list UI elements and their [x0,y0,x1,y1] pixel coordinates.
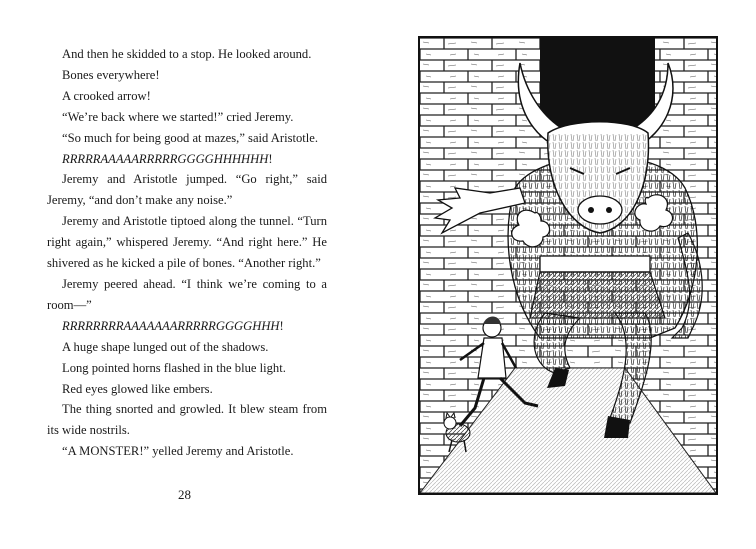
book-page-text [47,44,327,462]
dark-passage [540,38,655,133]
minotaur-illustration [418,36,718,495]
paragraph: And then he skidded to a stop. He looked around. [62,47,312,61]
paragraph: Long pointed horns flashed in the blue light. [62,360,286,375]
paragraph: “We’re back where we started!” cried Jeremy. [62,109,294,124]
paragraph: Bones everywhere! [62,67,160,82]
paragraph: Jeremy and Aristotle jumped. “Go right,” said Jeremy, “and don’t make any noise.” [47,172,327,208]
roar-sound: RRRRRAAAAARRRRRGGGGHHHHHH [62,151,269,166]
roar-punctuation: ! [268,151,273,166]
monster-belt [540,256,650,272]
roar-sound: RRRRRRRRAAAAAAARRRRRGGGGHHH [62,318,280,333]
monster-kilt [530,272,665,318]
paragraph: A crooked arrow! [62,88,151,103]
paragraph: “A MONSTER!” yelled Jeremy and Aristotle. [62,444,294,459]
roar-paragraph [47,316,327,337]
page-number: 28 [178,487,191,502]
monster-snout [578,196,622,224]
roar-paragraph [47,149,327,170]
minotaur-drawing [420,38,716,493]
paragraph: Jeremy peered ahead. “I think we’re coming to a room—” [47,276,327,312]
paragraph: The thing snorted and growled. It blew steam from its wide nostrils. [47,402,327,438]
paragraph: “So much for being good at mazes,” said Aristotle. [62,130,319,145]
paragraph: Red eyes glowed like embers. [62,381,213,396]
paragraph: Jeremy and Aristotle tiptoed along the tunnel. “Turn right again,” whispered Jeremy. “And right here.” He shivered as he kicked a pile of bones. “Another right.” [47,214,327,271]
paragraph: A huge shape lunged out of the shadows. [62,339,269,354]
roar-punctuation: ! [279,318,284,333]
monster-right-hoof [604,416,630,438]
